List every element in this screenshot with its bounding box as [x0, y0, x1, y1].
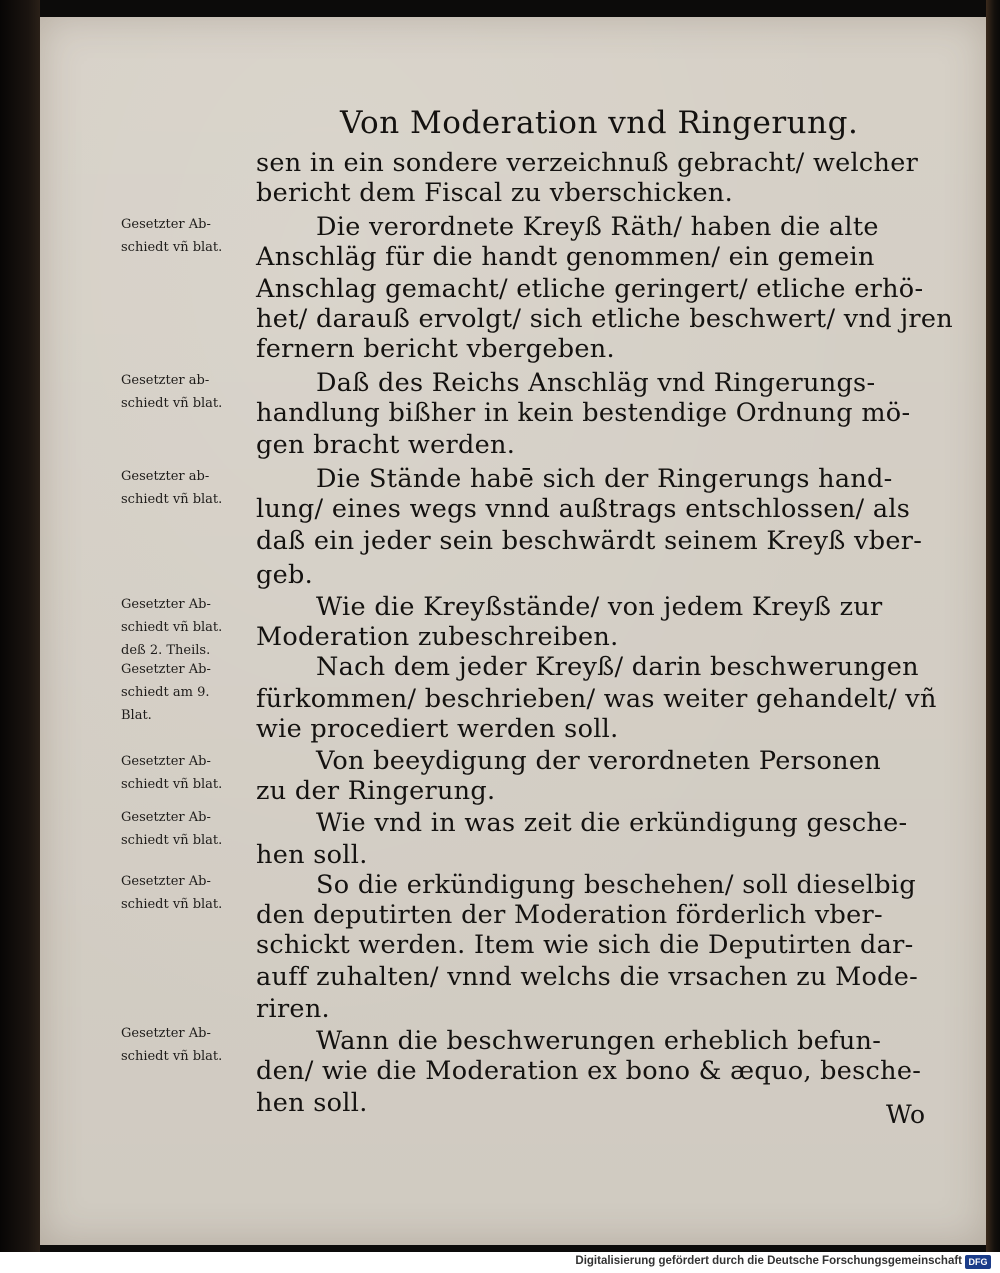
text-line: Wie die Kreyßstände/ von jedem Kreyß zur: [316, 592, 883, 622]
margin-note-line: deß 2. Theils.: [121, 643, 211, 658]
text-line: handlung bißher in kein bestendige Ordnung mö-: [256, 398, 911, 428]
margin-note-line: schiedt vñ blat.: [121, 1049, 223, 1064]
running-head: Von Moderation vnd Ringerung.: [340, 105, 859, 141]
text-line: So die erkündigung beschehen/ soll dieselbig: [316, 870, 916, 900]
text-line: Wann die beschwerungen erheblich befun-: [316, 1026, 882, 1056]
margin-note: [121, 806, 271, 852]
margin-note-line: Gesetzter ab-: [121, 373, 210, 388]
text-line: schickt werden. Item wie sich die Deputirten dar-: [256, 930, 914, 960]
margin-note: [121, 750, 271, 796]
text-line: den deputirten der Moderation förderlich vber-: [256, 900, 883, 930]
margin-note-line: schiedt vñ blat.: [121, 620, 223, 635]
footer-bar: [0, 1252, 1000, 1273]
text-line: Wie vnd in was zeit die erkündigung gesche-: [316, 808, 908, 838]
margin-note: [121, 213, 271, 259]
text-line: daß ein jeder sein beschwärdt seinem Kreyß vber-: [256, 526, 923, 556]
margin-note-line: Blat.: [121, 708, 152, 723]
margin-note: [121, 369, 271, 415]
text-line: den/ wie die Moderation ex bono & æquo, besche-: [256, 1056, 922, 1086]
text-line: auff zuhalten/ vnnd welchs die vrsachen zu Mode-: [256, 962, 919, 992]
text-line: lung/ eines wegs vnnd außtrags entschlossen/ als: [256, 494, 911, 524]
margin-note-line: schiedt vñ blat.: [121, 777, 223, 792]
margin-note: [121, 1022, 271, 1068]
funding-credit: Digitalisierung gefördert durch die Deutsche Forschungsgemeinschaft: [575, 1255, 962, 1267]
text-line: Anschlag gemacht/ etliche geringert/ etliche erhö-: [256, 274, 924, 304]
text-line: hen soll.: [256, 1088, 368, 1118]
text-line: riren.: [256, 994, 330, 1024]
text-line: Daß des Reichs Anschläg vnd Ringerungs-: [316, 368, 876, 398]
margin-note-line: schiedt am 9.: [121, 685, 210, 700]
text-line: Von beeydigung der verordneten Personen: [316, 746, 881, 776]
text-line: hen soll.: [256, 840, 368, 870]
text-line: gen bracht werden.: [256, 430, 516, 460]
margin-note: [121, 593, 271, 662]
dfg-logo: DFG: [965, 1255, 991, 1269]
margin-note: [121, 870, 271, 916]
text-line: geb.: [256, 560, 314, 590]
text-line: Moderation zubeschreiben.: [256, 622, 619, 652]
margin-note-line: Gesetzter Ab-: [121, 754, 211, 769]
scanned-page: [40, 17, 986, 1245]
margin-note-line: schiedt vñ blat.: [121, 396, 223, 411]
text-line: Die Stände habē sich der Ringerungs hand-: [316, 464, 893, 494]
text-line: zu der Ringerung.: [256, 776, 496, 806]
text-line: Die verordnete Kreyß Räth/ haben die alte: [316, 212, 879, 242]
margin-note-line: Gesetzter Ab-: [121, 1026, 211, 1041]
text-line: fernern bericht vbergeben.: [256, 334, 615, 364]
margin-note: [121, 465, 271, 511]
margin-note: [121, 658, 271, 727]
margin-note-line: Gesetzter Ab-: [121, 217, 211, 232]
text-line: Nach dem jeder Kreyß/ darin beschwerungen: [316, 652, 919, 682]
margin-note-line: Gesetzter Ab-: [121, 597, 211, 612]
book-edge-left: [0, 0, 40, 1252]
margin-note-line: schiedt vñ blat.: [121, 897, 223, 912]
text-line: fürkommen/ beschrieben/ was weiter gehandelt/ vñ: [256, 684, 937, 714]
book-edge-right: [986, 0, 1000, 1252]
margin-note-line: Gesetzter Ab-: [121, 874, 211, 889]
margin-note-line: Gesetzter Ab-: [121, 810, 211, 825]
text-line: sen in ein sondere verzeichnuß gebracht/ welcher: [256, 148, 919, 178]
margin-note-line: Gesetzter ab-: [121, 469, 210, 484]
margin-note-line: schiedt vñ blat.: [121, 833, 223, 848]
text-line: wie procediert werden soll.: [256, 714, 619, 744]
margin-note-line: Gesetzter Ab-: [121, 662, 211, 677]
text-line: het/ darauß ervolgt/ sich etliche beschwert/ vnd jren: [256, 304, 954, 334]
text-line: Anschläg für die handt genommen/ ein gemein: [256, 242, 875, 272]
text-line: bericht dem Fiscal zu vberschicken.: [256, 178, 733, 208]
margin-note-line: schiedt vñ blat.: [121, 240, 223, 255]
catchword: Wo: [886, 1100, 926, 1129]
margin-note-line: schiedt vñ blat.: [121, 492, 223, 507]
